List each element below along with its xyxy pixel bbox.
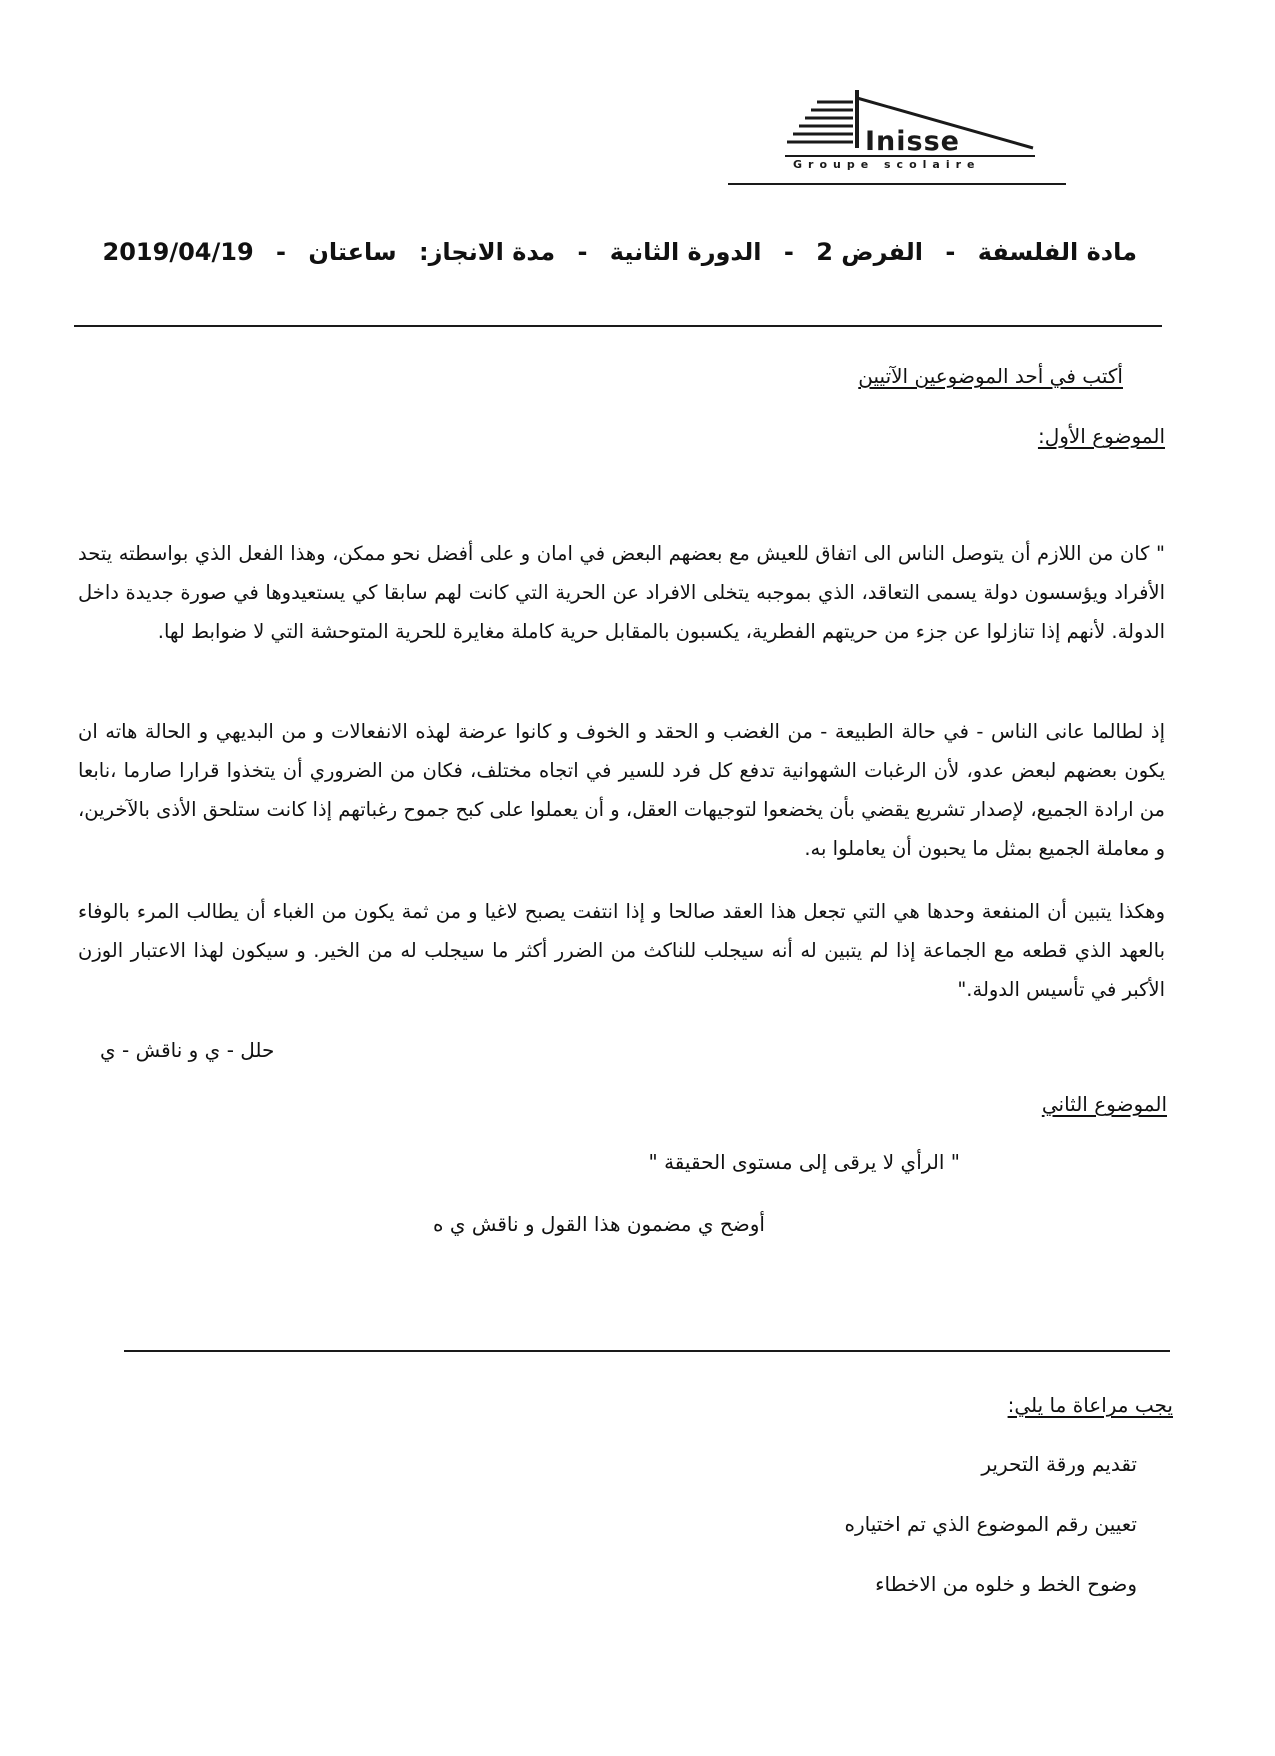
topic1-paragraph-1: " كان من اللازم أن يتوصل الناس الى اتفاق للعيش مع بعضهم البعض في امان و على أفضل نحو ممكن، وهذا الفعل الذي بواسطته يتحد الأفراد ويؤسسون دولة يسمى التعاقد، الذي بموجبه يتخلى الافراد عن الحرية التي كانت لهم سابقا كي يستعيدوها في صورة جديدة داخل الدولة. لأنهم إذا تنازلوا عن جزء من حريتهم الفطرية، يكسبون بالمقابل حرية كاملة مغايرة للحرية المتوحشة التي لا ضوابط لها. — [78, 542, 1165, 643]
exam-header — [89, 238, 1137, 266]
topic1-title: الموضوع الأول: — [1037, 424, 1165, 448]
topic1-task: حلل - ي و ناقش - ي — [100, 1038, 275, 1062]
header-separator: - — [276, 238, 286, 266]
exam-number: الفرض 2 — [816, 238, 924, 266]
logo-subtitle: Groupe scolaire — [793, 158, 981, 171]
subject: مادة الفلسفة — [977, 238, 1137, 266]
topic1-paragraph-3: وهكذا يتبين أن المنفعة وحدها هي التي تجعل هذا العقد صالحا و إذا انتفت يصبح لاغيا و من ثمة يكون من الغباء أن يطالب المرء بالوفاء بالعهد الذي قطعه مع الجماعة إذا لم يتبين له أنه سيجلب للناكث من الضرر أكثر ما سيجلب له من الخير. و سيكون لهذا الاعتبار الوزن الأكبر في تأسيس الدولة." — [78, 900, 1165, 1001]
session: الدورة الثانية — [609, 238, 762, 266]
duration-label: مدة الانجاز: — [419, 238, 556, 266]
school-logo — [785, 88, 1055, 178]
header-separator: - — [783, 238, 794, 266]
notes-item-3: وضوح الخط و خلوه من الاخطاء — [875, 1572, 1137, 1596]
logo-name: Inisse — [865, 126, 960, 157]
header-separator: - — [577, 238, 588, 266]
logo-underline — [728, 183, 1066, 185]
exam-date: 2019/04/19 — [102, 238, 254, 266]
notes-divider — [124, 1350, 1170, 1352]
notes-item-2: تعيين رقم الموضوع الذي تم اختياره — [844, 1512, 1137, 1536]
topic2-quote: " الرأي لا يرقى إلى مستوى الحقيقة " — [648, 1150, 960, 1174]
topic2-title: الموضوع الثاني — [1041, 1092, 1167, 1116]
topic2-task: أوضح ي مضمون هذا القول و ناقش ي ه — [432, 1212, 765, 1236]
header-separator: - — [945, 238, 956, 266]
header-divider — [74, 325, 1162, 327]
topic1-paragraph-2: إذ لطالما عانى الناس - في حالة الطبيعة - من الغضب و الحقد و الخوف و كانوا عرضة لهذه الانفعالات و من البديهي و الحالة هاته ان يكون بعضهم لبعض عدو، لأن الرغبات الشهوانية تدفع كل فرد للسير في اتجاه مختلف، فكان من الضروري أن يتخذوا قرارا صارما ،نابعا من ارادة الجميع، لإصدار تشريع يقضي بأن يخضعوا لتوجيهات العقل، و أن يعملوا على كبح جموح رغباتهم إذا كانت ستلحق الأذى بالآخرين، و معاملة الجميع بمثل ما يحبون أن يعاملوا به. — [78, 720, 1165, 860]
notes-item-1: تقديم ورقة التحرير — [981, 1452, 1137, 1476]
instruction: أكتب في أحد الموضوعين الآتيين — [858, 364, 1123, 388]
notes-title: يجب مراعاة ما يلي: — [1007, 1393, 1173, 1417]
logo-graphic — [785, 88, 1055, 178]
duration: ساعتان — [308, 238, 397, 266]
